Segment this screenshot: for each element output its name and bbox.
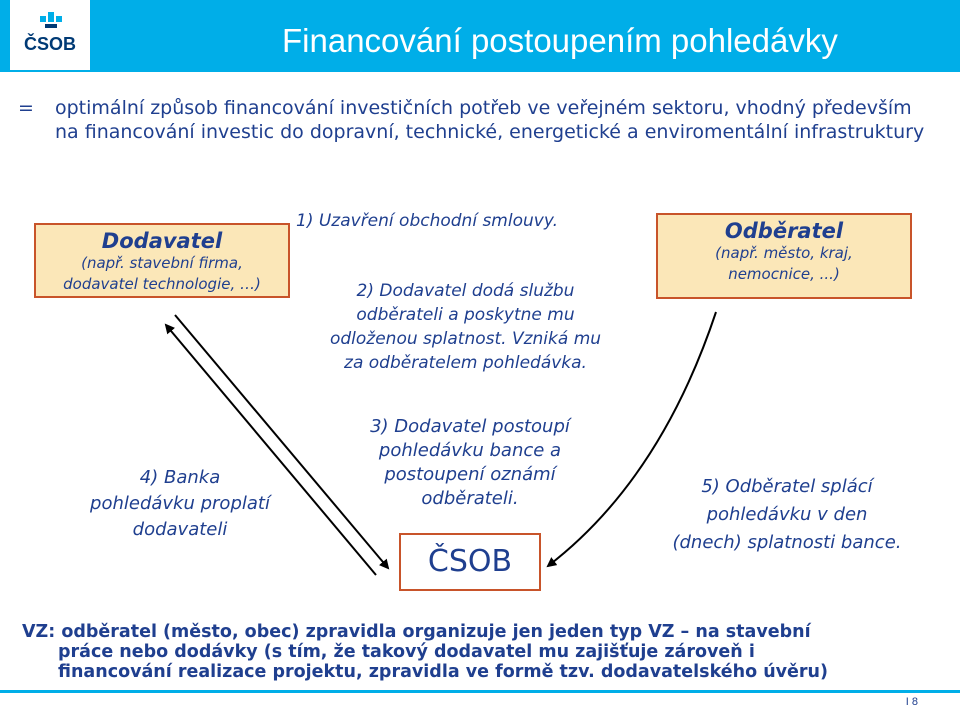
supplier-title: Dodavatel (101, 229, 223, 253)
step5-label (632, 473, 942, 557)
page-number: I 8 (905, 696, 918, 708)
step1-label: 1) Uzavření obchodní smlouvy. (296, 211, 558, 231)
step3-line1: 3) Dodavatel postoupí (370, 416, 570, 437)
step2-line2: odběrateli a poskytne mu (356, 305, 575, 325)
step5-line1: 5) Odběratel splácí (701, 476, 873, 497)
step3-line4: odběrateli. (421, 488, 519, 509)
step4-line3: dodavateli (132, 519, 228, 540)
step2-line4: za odběratelem pohledávka. (344, 353, 587, 373)
step2-label (293, 279, 638, 375)
customer-title: Odběratel (724, 219, 844, 243)
step2-line1: 2) Dodavatel dodá službu (356, 281, 575, 301)
step4-line1: 4) Banka (139, 467, 221, 488)
footer-note-line1: VZ: odběratel (město, obec) zpravidla organizuje jen jeden typ VZ – na stavební (22, 622, 811, 642)
customer-subtitle-line2: nemocnice, ...) (728, 265, 840, 283)
step5-line2: pohledávku v den (706, 504, 868, 525)
step3-label (340, 415, 600, 511)
step2-line3: odloženou splatnost. Vzniká mu (329, 329, 602, 349)
step3-line2: pohledávku bance a (378, 440, 562, 461)
page-footer-bar (0, 690, 960, 712)
intro-bullet: = (18, 97, 34, 119)
step4-label (55, 465, 305, 543)
supplier-subtitle-line2: dodavatel technologie, …) (63, 275, 261, 293)
footer-divider (0, 690, 960, 693)
footer-note (22, 622, 947, 682)
step3-line3: postoupení oznámí (384, 464, 556, 485)
footer-note-line2: práce nebo dodávky (s tím, že takový dodavatel mu zajišťuje zároveň i (58, 642, 755, 662)
page-title: Financování postoupením pohledávky (282, 22, 838, 59)
supplier-subtitle-line1: (např. stavební firma, (81, 254, 243, 272)
step5-line3: (dnech) splatnosti bance. (672, 532, 902, 553)
footer-note-line3: financování realizace projektu, zpravidla ve formě tzv. dodavatelského úvěru) (58, 662, 829, 682)
intro-text: optimální způsob financování investičních potřeb ve veřejném sektoru, vhodný především na financování investic do dopravní, technické, energetické a enviromentální infrastruktury (55, 97, 925, 143)
logo-text: ČSOB (23, 34, 76, 54)
customer-subtitle-line1: (např. město, kraj, (715, 244, 853, 262)
step4-line2: pohledávku proplatí (90, 493, 270, 514)
bank-box: ČSOB (399, 533, 541, 591)
